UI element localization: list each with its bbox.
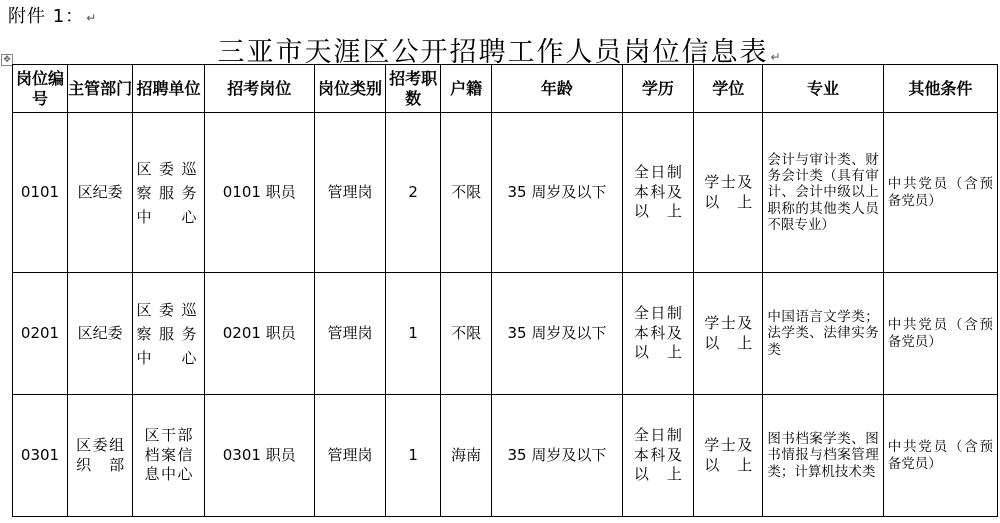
cell-category: 管理岗 (314, 395, 385, 517)
cell-dept-text: 区委组织部 (76, 436, 125, 474)
cell-education (622, 273, 693, 395)
cell-degree (694, 273, 763, 395)
watermark-overlay (890, 478, 995, 512)
table-row (13, 395, 998, 517)
cell-count: 1 (386, 395, 441, 517)
cell-degree-text: 学士及以上 (704, 436, 753, 474)
cell-age: 35 周岁及以下 (492, 113, 623, 273)
cell-other: 中共党员（含预备党员） (883, 273, 997, 395)
header-cell: 学历 (622, 65, 693, 113)
cell-hukou: 不限 (441, 113, 492, 273)
header-cell: 招考岗位 (204, 65, 314, 113)
header-cell: 学位 (694, 65, 763, 113)
cell-category: 管理岗 (314, 113, 385, 273)
table-row (13, 273, 998, 395)
cell-code: 0101 (13, 113, 68, 273)
cell-unit (133, 395, 204, 517)
cell-major: 图书档案学类、图书情报与档案管理类；计算机技术类 (763, 395, 883, 517)
header-cell: 岗位编号 (13, 65, 68, 113)
header-cell: 主管部门 (68, 65, 133, 113)
header-cell: 招聘单位 (133, 65, 204, 113)
cell-other: 中共党员（含预备党员） (883, 113, 997, 273)
cell-count: 1 (386, 273, 441, 395)
cell-education-text: 全日制本科及以上 (633, 163, 682, 221)
header-cell: 其他条件 (883, 65, 997, 113)
cell-education-text: 全日制本科及以上 (633, 304, 682, 362)
cell-category: 管理岗 (314, 273, 385, 395)
table-move-handle-icon[interactable]: ✥ (1, 54, 13, 66)
header-cell: 专业 (763, 65, 883, 113)
cell-unit (133, 273, 204, 395)
cell-position: 0101 职员 (204, 113, 314, 273)
header-cell: 岗位类别 (314, 65, 385, 113)
cell-unit-text: 区干部档案信息中心 (144, 426, 193, 484)
cell-major: 会计与审计类、财务会计类（具有审计、会计中级以上职称的其他类人员不限专业） (763, 113, 883, 273)
header-cell: 年龄 (492, 65, 623, 113)
cell-count: 2 (386, 113, 441, 273)
cell-dept: 区纪委 (68, 273, 133, 395)
attachment-label: 附件 1： ↵ (8, 6, 98, 27)
cell-unit (133, 113, 204, 273)
cell-unit-text: 区委巡察服务中心 (136, 300, 201, 367)
cell-other: 中共党员（含预备党员） (883, 395, 997, 517)
cell-unit-text: 区委巡察服务中心 (136, 159, 201, 226)
cell-dept (68, 395, 133, 517)
recruitment-table (12, 64, 998, 517)
cell-hukou: 不限 (441, 273, 492, 395)
cell-degree-text: 学士及以上 (704, 314, 753, 352)
table-row (13, 113, 998, 273)
cell-education-text: 全日制本科及以上 (633, 426, 682, 484)
cell-age: 35 周岁及以下 (492, 395, 623, 517)
cell-education (622, 395, 693, 517)
cell-code: 0301 (13, 395, 68, 517)
cell-hukou: 海南 (441, 395, 492, 517)
document-title: 三亚市天涯区公开招聘工作人员岗位信息表 ↵ (217, 37, 783, 68)
cell-major: 中国语言文学类；法学类、法律实务类 (763, 273, 883, 395)
cell-age: 35 周岁及以下 (492, 273, 623, 395)
cell-degree (694, 395, 763, 517)
cell-dept: 区纪委 (68, 113, 133, 273)
cell-degree-text: 学士及以上 (704, 173, 753, 211)
cell-degree (694, 113, 763, 273)
header-cell: 招考职数 (386, 65, 441, 113)
header-cell: 户籍 (441, 65, 492, 113)
header-row (13, 65, 998, 113)
cell-position: 0201 职员 (204, 273, 314, 395)
cell-position: 0301 职员 (204, 395, 314, 517)
cell-code: 0201 (13, 273, 68, 395)
cell-education (622, 113, 693, 273)
